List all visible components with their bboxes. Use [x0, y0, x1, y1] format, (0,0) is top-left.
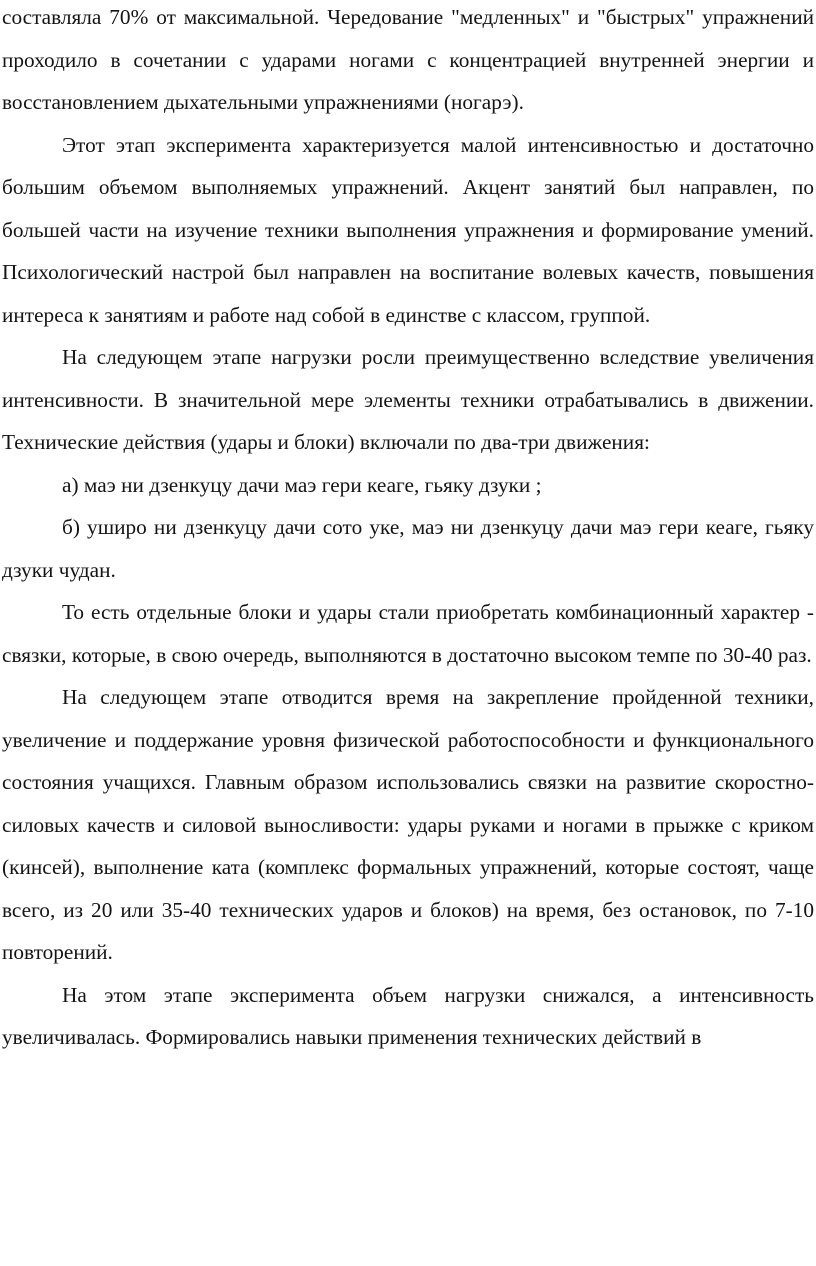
- list-item-a: а) маэ ни дзенкуцу дачи маэ гери кеаге, гьяку дзуки ;: [62, 472, 542, 497]
- paragraph-final-stage: На этом этапе эксперимента объем нагрузки снижался, а интенсивность увеличивалась. Формировались навыки применения технических действий в: [2, 982, 814, 1049]
- paragraph-combinations: То есть отдельные блоки и удары стали приобретать комбинационный характер - связки, которые, в свою очередь, выполняются в достаточно высоком темпе по 30-40 раз.: [2, 600, 814, 667]
- paragraph-stage-characteristics: Этот этап эксперимента характеризуется малой интенсивностью и достаточно большим объемом выполняемых упражнений. Акцент занятий был направлен, по большей части на изучение техники выполнения упражнения и формирование умений. Психологический настрой был направлен на воспитание волевых качеств, повышения интереса к занятиям и работе над собой в единстве с классом, группой.: [2, 132, 814, 327]
- paragraph-continuation: составляла 70% от максимальной. Чередование "медленных" и "быстрых" упражнений проходило в сочетании с ударами ногами с концентрацией внутренней энергии и восстановлением дыхательными упражнениями (ногарэ).: [2, 5, 814, 114]
- list-item-b: б) уширо ни дзенкуцу дачи сото уке, маэ ни дзенкуцу дачи маэ гери кеаге, гьяку дзуки чудан.: [2, 515, 814, 582]
- paragraph-next-stage-intensity: На следующем этапе нагрузки росли преимущественно вследствие увеличения интенсивности. В значительной мере элементы техники отрабатывались в движении. Технические действия (удары и блоки) включали по два-три движения:: [2, 345, 814, 454]
- paragraph-consolidation-stage: На следующем этапе отводится время на закрепление пройденной техники, увеличение и поддержание уровня физической работоспособности и функционального состояния учащихся. Главным образом использовались связки на развитие скоростно-силовых качеств и силовой выносливости: удары руками и ногами в прыжке с криком (кинсей), выполнение ката (комплекс формальных упражнений, которые состоят, чаще всего, из 20 или 35-40 технических ударов и блоков) на время, без остановок, по 7-10 повторений.: [2, 685, 814, 964]
